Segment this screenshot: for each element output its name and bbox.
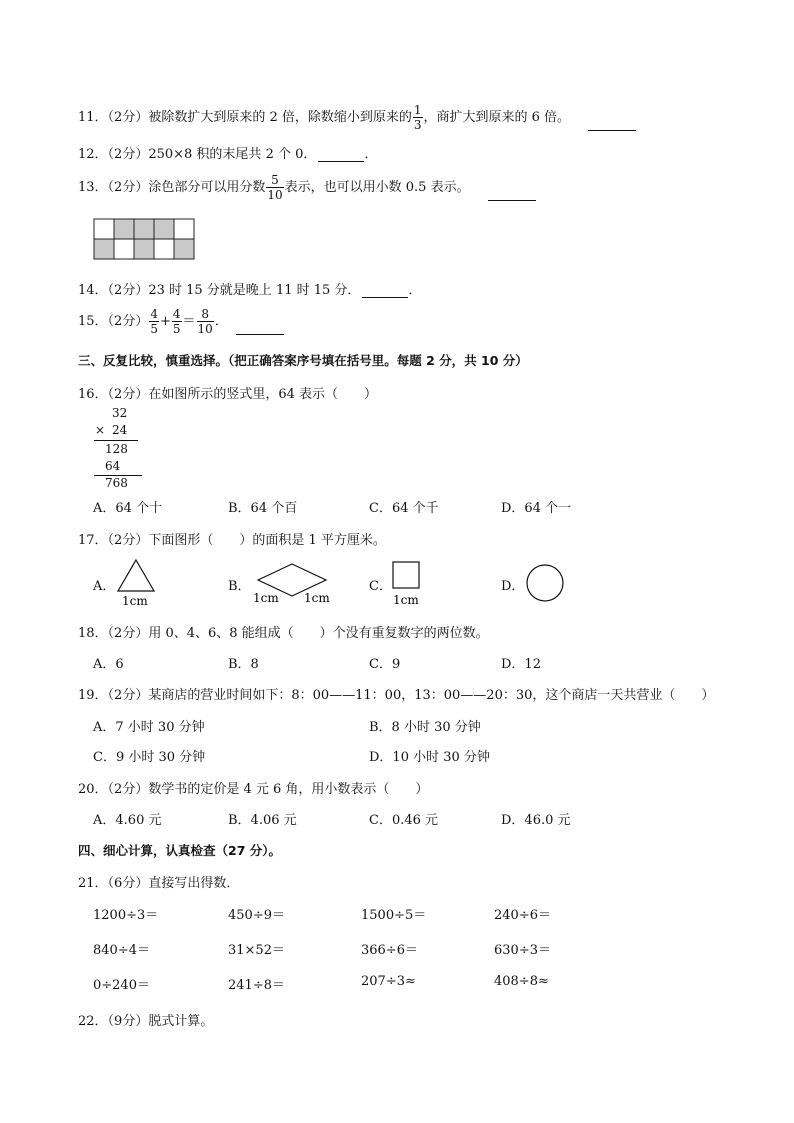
option-d[interactable]: D．12 [501,657,541,672]
option-c[interactable]: C． [369,579,392,594]
question-text: 数学书的定价是 4 元 6 角，用小数表示（ ） [148,782,429,797]
question-17 [78,529,386,548]
option-a[interactable]: A．64 个十 [93,501,163,516]
question-text: 下面图形（ ）的面积是 1 平方厘米。 [148,533,386,548]
fraction [197,308,214,335]
fraction [149,308,159,335]
question-11 [78,104,636,131]
option-b[interactable]: B．8 小时 30 分钟 [369,720,481,735]
question-number: 19． [78,688,108,703]
question-16 [78,383,377,402]
option-b[interactable]: B． [228,579,251,594]
calc-item: 450÷9＝ [228,908,285,923]
vertical-multiplication [92,406,152,490]
question-score: （2分） [107,314,149,329]
calc-item: 31×52＝ [228,943,285,958]
multiplier: 24 [112,423,128,437]
question-number: 18． [78,626,108,641]
fraction-numerator: 5 [266,174,283,188]
answer-blank[interactable] [588,118,636,131]
question-20 [78,778,428,797]
period: ． [214,314,228,329]
question-score: （2分） [107,688,149,703]
question-13 [78,174,536,201]
question-number: 11． [78,110,108,125]
question-text: 23 时 15 分就是晚上 11 时 15 分． [148,283,361,298]
option-a[interactable]: A． [93,579,116,594]
question-text: 某商店的营业时间如下：8：00——11：00，13：00——20：30，这个商店一天共营业（ ） [148,688,715,703]
calc-item: 630÷3＝ [494,943,551,958]
question-21 [78,872,239,891]
option-a[interactable]: A．6 [93,657,124,672]
question-number: 22． [78,1014,108,1029]
option-d[interactable]: D．64 个一 [501,501,572,516]
times-sign: × [95,423,106,437]
fraction-numerator: 4 [150,307,158,321]
partial-product-2: 64 [105,459,121,473]
fraction-denominator: 5 [172,322,181,336]
question-score: （6分） [107,876,149,891]
circle-shape[interactable] [524,563,566,605]
fraction-denominator: 3 [413,118,422,132]
option-b[interactable]: B．8 [228,657,259,672]
question-number: 15． [78,314,108,329]
option-a[interactable]: A．4.60 元 [93,813,162,828]
calc-item: 207÷3≈ [361,974,416,989]
option-b[interactable]: B．4.06 元 [228,813,297,828]
question-text: 脱式计算。 [148,1014,214,1029]
option-d[interactable]: D．10 小时 30 分钟 [369,750,490,765]
divider-line [94,440,138,441]
question-score: （2分） [107,147,149,162]
question-19 [78,684,714,703]
calc-item: 0÷240＝ [93,978,150,993]
triangle-side-label: 1cm [122,594,148,608]
fraction-numerator: 4 [172,307,181,321]
section-heading-3: 三、反复比较，慎重选择。（把正确答案序号填在括号里。每题 2 分，共 10 分） [78,353,528,368]
grid-row-top [94,219,194,239]
shaded-grid-figure [93,218,197,260]
answer-blank[interactable] [318,149,364,162]
question-number: 16． [78,387,108,402]
question-score: （2分） [107,782,149,797]
option-c[interactable]: C．9 小时 30 分钟 [93,750,206,765]
question-score: （9分） [107,1014,149,1029]
question-text: 在如图所示的竖式里，64 表示（ ） [148,387,378,402]
plus-sign: + [159,314,171,329]
triangle-shape[interactable] [114,558,160,608]
question-18 [78,622,489,641]
fraction [413,104,423,131]
question-number: 20． [78,782,108,797]
rhombus-left-label: 1cm [253,591,279,605]
product: 768 [105,476,128,490]
question-number: 13． [78,180,108,195]
equals-sign: ＝ [182,314,196,329]
question-text: 被除数扩大到原来的 2 倍，除数缩小到原来的 [148,110,412,125]
rhombus-right-label: 1cm [304,591,330,605]
question-score: （2分） [107,626,149,641]
question-number: 17． [78,533,108,548]
question-number: 21． [78,876,108,891]
option-d[interactable]: D．46.0 元 [501,813,571,828]
fraction-denominator: 5 [150,322,158,336]
question-score: （2分） [107,180,149,195]
fraction [266,174,283,201]
question-number: 14． [78,283,108,298]
option-c[interactable]: C．9 [369,657,401,672]
option-c[interactable]: C．64 个千 [369,501,439,516]
calc-item: 1200÷3＝ [93,908,159,923]
question-score: （2分） [107,110,149,125]
period: ． [408,283,422,298]
answer-blank[interactable] [362,285,408,298]
fraction-denominator: 10 [197,322,213,336]
grid-row-bottom [94,239,194,259]
question-text: 用 0、4、6、8 能组成（ ）个没有重复数字的两位数。 [148,626,489,641]
calc-item: 241÷8＝ [228,978,285,993]
question-14 [78,279,421,298]
multiplicand: 32 [112,406,128,420]
question-text: 250×8 积的末尾共 2 个 0． [148,147,317,162]
option-a[interactable]: A．7 小时 30 分钟 [93,720,205,735]
fraction [172,308,182,335]
question-score: （2分） [107,283,149,298]
question-text: 表示，也可以用小数 0.5 表示。 [284,180,470,195]
question-22 [78,1010,213,1029]
option-b[interactable]: B．64 个百 [228,501,298,516]
answer-blank[interactable] [236,322,284,335]
calc-item: 240÷6＝ [494,908,551,923]
calc-item: 1500÷5＝ [361,908,427,923]
fraction-numerator: 8 [197,308,214,322]
option-d[interactable]: D． [501,579,525,594]
question-12 [78,143,377,162]
question-15 [78,308,284,335]
period: ． [364,147,378,162]
calc-item: 408÷8≈ [494,974,549,989]
square-side-label: 1cm [393,593,419,607]
rhombus-shape[interactable] [250,562,334,606]
calc-item: 840÷4＝ [93,943,150,958]
option-c[interactable]: C．0.46 元 [369,813,439,828]
calc-item: 366÷6＝ [361,943,418,958]
question-number: 12． [78,147,108,162]
square-shape[interactable] [389,560,429,608]
fraction-denominator: 10 [267,188,283,202]
question-text: 直接写出得数． [148,876,240,891]
question-score: （2分） [107,387,149,402]
question-text: 涂色部分可以用分数 [148,180,266,195]
question-text: ，商扩大到原来的 6 倍。 [423,110,571,125]
partial-product-1: 128 [105,442,128,456]
fraction-numerator: 1 [413,103,422,117]
answer-blank[interactable] [488,188,536,201]
section-heading-4: 四、细心计算，认真检查（27 分）。 [78,843,281,858]
question-score: （2分） [107,533,149,548]
